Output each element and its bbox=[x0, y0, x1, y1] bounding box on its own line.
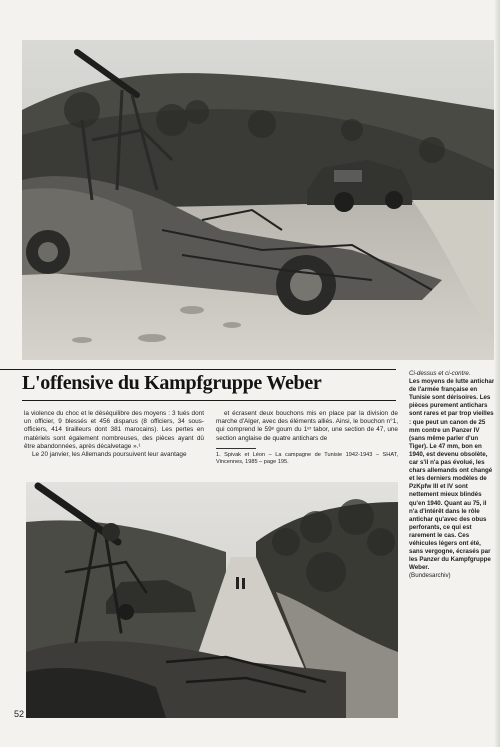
photo-credit: (Bundesarchiv) bbox=[409, 572, 451, 580]
footnote: 1. Spivak et Léon – La campagne de Tunisie 1942-1943 – SHAT, Vincennes, 1985 – page 195. bbox=[216, 451, 398, 466]
caption-lead: Ci-dessus et ci-contre. bbox=[409, 370, 471, 377]
photo-destroyed-vehicles-bottom bbox=[26, 482, 398, 718]
body-column-left bbox=[24, 410, 204, 459]
body-paragraph: la violence du choc et le déséquilibre des moyens : 3 tués dont un officier, 9 blessés et 456 disparus (8 officiers, 34 sous-officiers, 414 tirailleurs dont 381 marocains). Les pertes en matériels sont également nombreuses, des pièces ayant dû être abandonnées, après décalvetage ».¹ bbox=[24, 410, 204, 450]
photo-bottom-illustration bbox=[26, 482, 398, 718]
footnote-rule bbox=[216, 448, 256, 449]
page-edge-shadow bbox=[494, 0, 500, 747]
body-paragraph: Le 20 janvier, les Allemands poursuivent leur avantage bbox=[32, 451, 187, 459]
photo-caption bbox=[409, 370, 495, 580]
body-column-middle bbox=[216, 410, 398, 466]
photo-destroyed-vehicles-top bbox=[22, 40, 495, 360]
page-number: 52 bbox=[14, 709, 25, 719]
headline-bottom-rule bbox=[22, 400, 396, 401]
article-headline: L'offensive du Kampfgruppe Weber bbox=[22, 372, 322, 394]
body-paragraph: et écrasent deux bouchons mis en place par la division de marche d'Alger, avec des éléments alliés. Ainsi, le bouchon n°1, qui comprend le 59ᵉ goum du 1ᵉʳ tabor, une section de 47, une section anglaise de quatre antichars de bbox=[216, 410, 398, 442]
headline-top-rule bbox=[0, 369, 396, 370]
photo-top-illustration bbox=[22, 40, 495, 360]
caption-body: Les moyens de lutte antichar de l'armée française en Tunisie sont dérisoires. Les pièces purement antichars sont rares et par trop vieilles : que peut un canon de 25 mm contre un Panzer IV (sans même parler d'un Tiger). Le 47 mm, bon en 1940, est devenu obsolète, car s'il n'a pas évolué, les chars allemands ont changé et les derniers modèles de PzKpfw III et IV sont nettement mieux blindés qu'en 1940. Quant au 75, il n'a d'intérêt dans le rôle antichar qu'avec des obus perforants, ce qui est rarement le cas. Ces véhicules légers ont été, sans vergogne, écrasés par les Panzer du Kampfgruppe Weber. bbox=[409, 378, 495, 572]
